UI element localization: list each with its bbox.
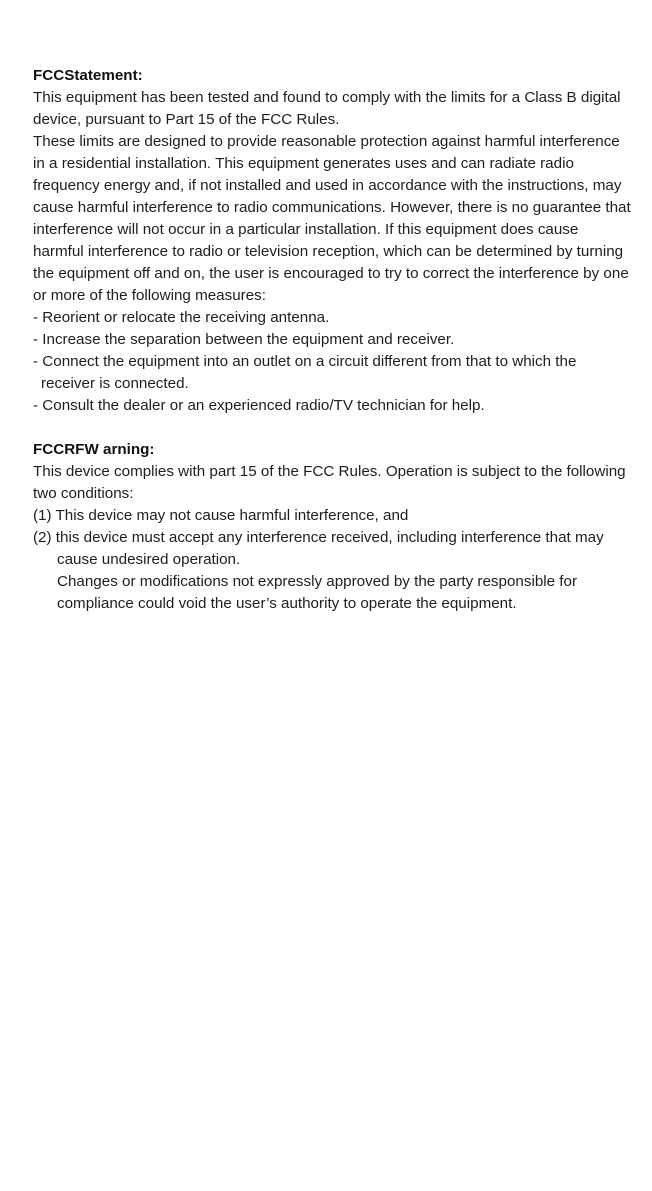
fcc-rf-warning-heading: FCCRFW arning: bbox=[33, 441, 155, 458]
fcc-statement-paragraph-2: These limits are designed to provide reasonable protection against harmful interference in a residential installation. This equipment generates uses and can radiate radio frequency energy and, if not installed and used in accordance with the instructions, may cause harmful interference to radio communications. However, there is no guarantee that interference will not occur in a particular installation. If this equipment does cause harmful interference to radio or television reception, which can be determined by turning the equipment off and on, the user is encouraged to try to correct the interference by one or more of the following measures: bbox=[33, 133, 631, 304]
fcc-statement-paragraph-1: This equipment has been tested and found to comply with the limits for a Class B digital device, pursuant to Part 15 of the FCC Rules. bbox=[33, 89, 621, 128]
measure-item: - Consult the dealer or an experienced radio/TV technician for help. bbox=[33, 397, 485, 414]
condition-item: (2) this device must accept any interference received, including interference that may cause undesired operation. bbox=[33, 529, 604, 568]
measures-list bbox=[33, 307, 633, 417]
measure-item: - Connect the equipment into an outlet on a circuit different from that to which the receiver is connected. bbox=[33, 353, 577, 392]
document-content bbox=[33, 65, 633, 615]
fcc-statement-section bbox=[33, 65, 633, 417]
measure-item: - Increase the separation between the equipment and receiver. bbox=[33, 331, 455, 348]
measure-item: - Reorient or relocate the receiving antenna. bbox=[33, 309, 330, 326]
fcc-statement-heading: FCCStatement: bbox=[33, 67, 143, 84]
condition-item: (1) This device may not cause harmful interference, and bbox=[33, 507, 409, 524]
fcc-rf-warning-paragraph: This device complies with part 15 of the FCC Rules. Operation is subject to the following two conditions: bbox=[33, 463, 626, 502]
changes-note: Changes or modifications not expressly approved by the party responsible for compliance could void the user’s authority to operate the equipment. bbox=[57, 573, 578, 612]
section-spacer bbox=[33, 417, 633, 439]
fcc-rf-warning-section bbox=[33, 439, 633, 615]
conditions-list bbox=[33, 505, 633, 571]
